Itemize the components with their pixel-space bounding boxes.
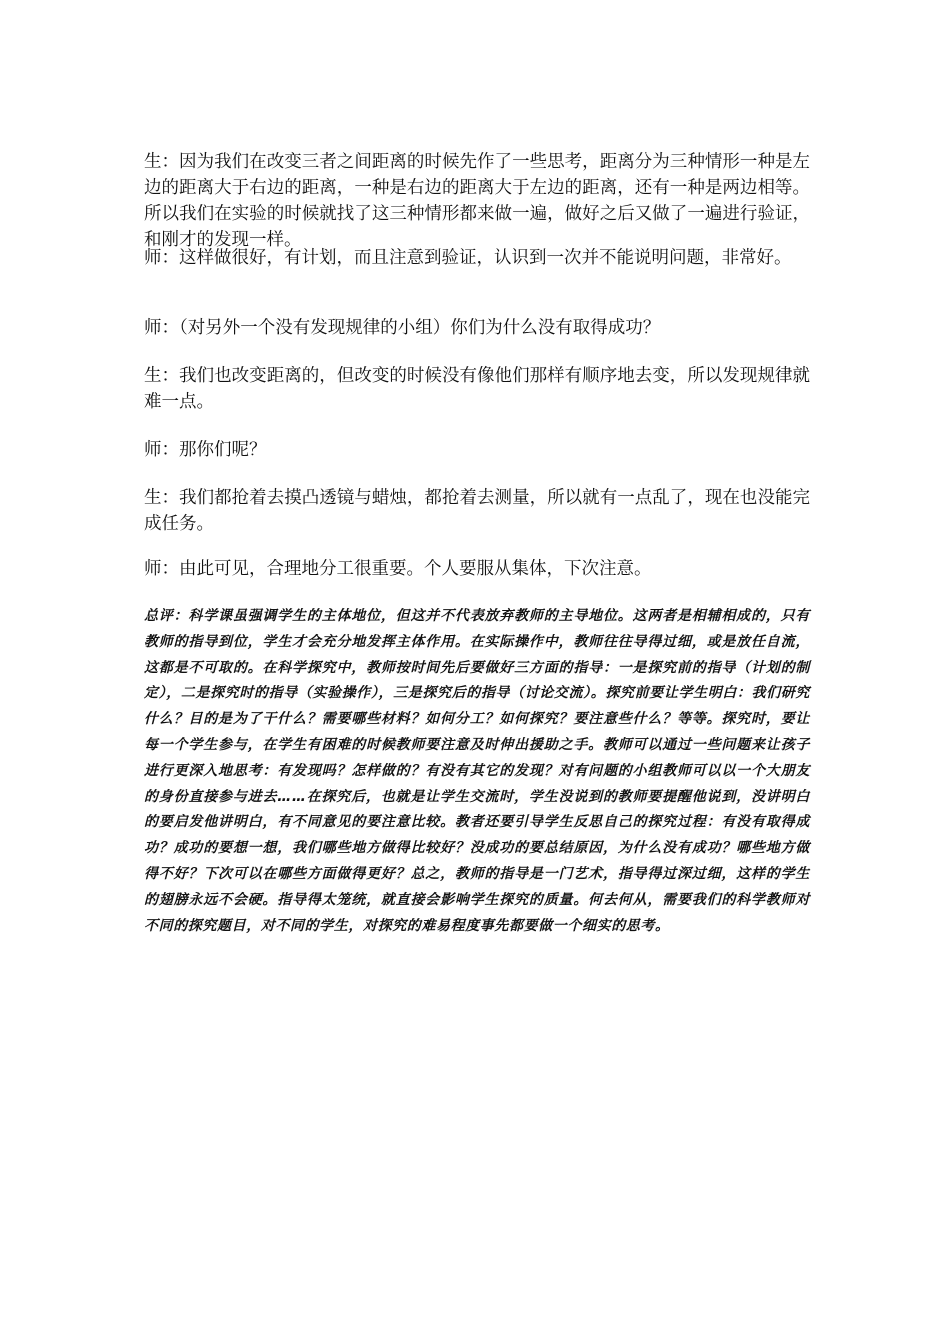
dialog-paragraph-teacher-praise: 师：这样做很好，有计划，而且注意到验证，认识到一次并不能说明问题，非常好。 bbox=[144, 248, 792, 268]
dialog-paragraph-teacher-followup: 师：那你们呢？ bbox=[144, 440, 267, 460]
dialog-paragraph-student-reply: 生：我们都抢着去摸凸透镜与蜡烛，都抢着去测量，所以就有一点乱了，现在也没能完成任务。 bbox=[144, 488, 810, 534]
dialog-paragraph-student-explanation: 生：因为我们在改变三者之间距离的时候先作了一些思考，距离分为三种情形一种是左边的距离大于右边的距离，一种是右边的距离大于左边的距离，还有一种是两边相等。所以我们在实验的时候就找了这三种情形都来做一遍，做好之后又做了一遍进行验证，和刚才的发现一样。 bbox=[144, 152, 810, 250]
dialog-paragraph-teacher-question: 师：（对另外一个没有发现规律的小组）你们为什么没有取得成功？ bbox=[144, 318, 661, 338]
dialog-paragraph-teacher-conclusion: 师：由此可见，合理地分工很重要。个人要服从集体，下次注意。 bbox=[144, 559, 652, 579]
dialog-paragraph-student-answer: 生：我们也改变距离的，但改变的时候没有像他们那样有顺序地去变，所以发现规律就难一点。 bbox=[144, 366, 810, 412]
summary-comment: 总评：科学课虽强调学生的主体地位，但这并不代表放弃教师的主导地位。这两者是相辅相成的，只有教师的指导到位，学生才会充分地发挥主体作用。在实际操作中，教师往往导得过细，或是放任自流，这都是不可取的。在科学探究中，教师按时间先后要做好三方面的指导：一是探究前的指导（计划的制定），二是探究时的指导（实验操作），三是探究后的指导（讨论交流）。探究前要让学生明白：我们研究什么？目的是为了干什么？需要哪些材料？如何分工？如何探究？要注意些什么？等等。探究时，要让每一个学生参与，在学生有困难的时候教师要注意及时伸出援助之手。教师可以通过一些问题来让孩子进行更深入地思考：有发现吗？怎样做的？有没有其它的发现？对有问题的小组教师可以以一个大朋友的身份直接参与进去……在探究后，也就是让学生交流时，学生没说到的教师要提醒他说到，没讲明白的要启发他讲明白，有不同意见的要注意比较。教者还要引导学生反思自己的探究过程：有没有取得成功？成功的要想一想，我们哪些地方做得比较好？没成功的要总结原因，为什么没有成功？哪些地方做得不好？下次可以在哪些方面做得更好？总之，教师的指导是一门艺术，指导得过深过细，这样的学生的翅膀永远不会硬。指导得太笼统，就直接会影响学生探究的质量。何去何从，需要我们的科学教师对不同的探究题目，对不同的学生，对探究的难易程度事先都要做一个细实的思考。 bbox=[144, 608, 810, 934]
